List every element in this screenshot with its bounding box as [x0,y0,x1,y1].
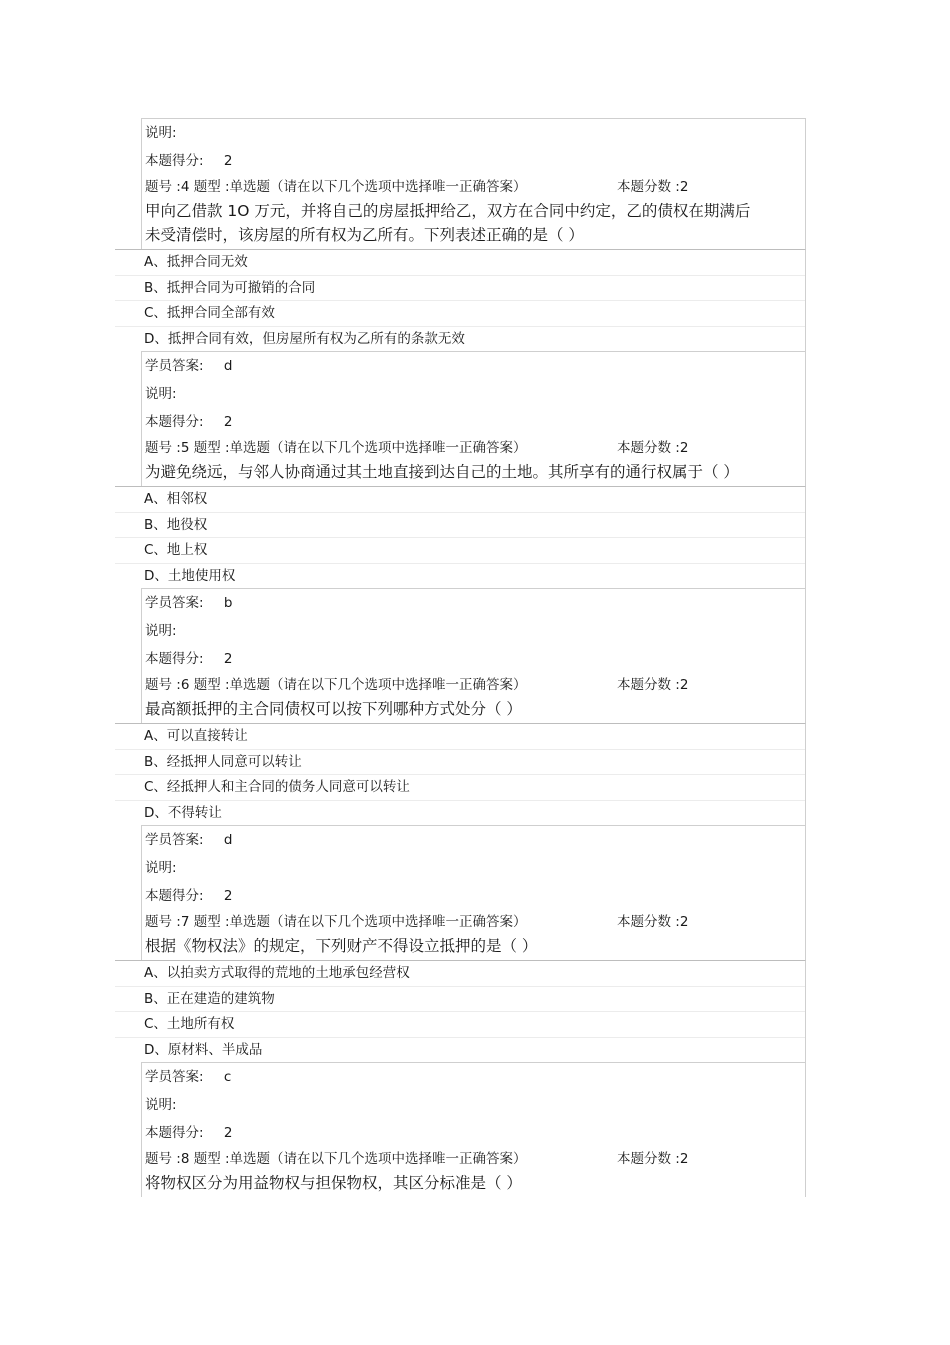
answer-value: c [223,1069,232,1085]
question-points: 本题分数 :2 [617,440,689,456]
question-4-header [142,175,805,199]
question-points: 本题分数 :2 [617,179,689,195]
option-c[interactable]: C、经抵押人和主合同的债务人同意可以转让 [115,775,805,801]
question-type: 题号 :5 题型 :单选题（请在以下几个选项中选择唯一正确答案） [145,440,527,456]
score-value: 2 [223,888,233,904]
score-value: 2 [223,1125,233,1141]
answer-row [142,352,805,380]
question-4-stem: 甲向乙借款 1O 万元，并将自己的房屋抵押给乙，双方在合同中约定，乙的债权在期满后未受清偿时，该房屋的所有权为乙所有。下列表述正确的是（ ） [145,202,751,244]
score-row [142,645,805,673]
explain-row [142,380,805,408]
question-5-result [141,588,806,723]
question-points: 本题分数 :2 [617,1151,689,1167]
score-row [142,882,805,910]
option-c[interactable]: C、地上权 [115,538,805,564]
answer-row [142,1063,805,1091]
question-6-result [141,825,806,960]
exam-page [0,118,950,1197]
option-a[interactable]: A、可以直接转让 [115,724,805,750]
score-value: 2 [223,651,233,667]
explain-label: 说明: [145,860,177,876]
score-label: 本题得分: [145,414,204,430]
explain-row [142,119,805,147]
answer-label: 学员答案: [145,358,204,374]
option-d[interactable]: D、不得转让 [144,804,222,821]
question-7-header [142,910,805,934]
score-label: 本题得分: [145,888,204,904]
answer-label: 学员答案: [145,595,204,611]
question-3-info [141,118,806,249]
question-5-options [115,486,806,588]
question-points: 本题分数 :2 [617,914,689,930]
question-6-stem: 最高额抵押的主合同债权可以按下列哪种方式处分（ ） [145,700,522,718]
explain-row [142,854,805,882]
explain-row [142,617,805,645]
answer-row [142,589,805,617]
question-type: 题号 :4 题型 :单选题（请在以下几个选项中选择唯一正确答案） [145,179,527,195]
score-label: 本题得分: [145,153,204,169]
option-a[interactable]: A、相邻权 [115,487,805,513]
question-type: 题号 :7 题型 :单选题（请在以下几个选项中选择唯一正确答案） [145,914,527,930]
score-label: 本题得分: [145,651,204,667]
question-4-options [115,249,806,351]
explain-label: 说明: [145,125,177,141]
answer-label: 学员答案: [145,832,204,848]
score-value: 2 [223,153,233,169]
explain-row [142,1091,805,1119]
option-a[interactable]: A、以拍卖方式取得的荒地的土地承包经营权 [115,961,805,987]
option-d[interactable]: D、原材料、半成品 [144,1041,263,1058]
question-7-options [115,960,806,1062]
question-6-options [115,723,806,825]
score-value: 2 [223,414,233,430]
explain-label: 说明: [145,623,177,639]
score-row [142,1119,805,1147]
answer-row [142,826,805,854]
answer-value: b [223,595,233,611]
option-c[interactable]: C、土地所有权 [115,1012,805,1038]
option-c[interactable]: C、抵押合同全部有效 [115,301,805,327]
question-type: 题号 :8 题型 :单选题（请在以下几个选项中选择唯一正确答案） [145,1151,527,1167]
option-b[interactable]: B、经抵押人同意可以转让 [115,750,805,776]
option-a[interactable]: A、抵押合同无效 [115,250,805,276]
question-5-stem: 为避免绕远，与邻人协商通过其土地直接到达自己的土地。其所享有的通行权属于（ ） [145,463,739,481]
score-row [142,147,805,175]
answer-value: d [223,832,233,848]
answer-value: d [223,358,233,374]
question-type: 题号 :6 题型 :单选题（请在以下几个选项中选择唯一正确答案） [145,677,527,693]
score-label: 本题得分: [145,1125,204,1141]
question-8-stem: 将物权区分为用益物权与担保物权，其区分标准是（ ） [145,1174,522,1192]
option-b[interactable]: B、正在建造的建筑物 [115,987,805,1013]
option-b[interactable]: B、抵押合同为可撤销的合同 [115,276,805,302]
question-8-header [142,1147,805,1171]
question-7-result [141,1062,806,1197]
question-5-header [142,436,805,460]
question-6-header [142,673,805,697]
score-row [142,408,805,436]
explain-label: 说明: [145,1097,177,1113]
option-b[interactable]: B、地役权 [115,513,805,539]
question-points: 本题分数 :2 [617,677,689,693]
answer-label: 学员答案: [145,1069,204,1085]
option-d[interactable]: D、土地使用权 [144,567,236,584]
option-d[interactable]: D、抵押合同有效，但房屋所有权为乙所有的条款无效 [144,330,465,347]
explain-label: 说明: [145,386,177,402]
question-4-result [141,351,806,486]
question-7-stem: 根据《物权法》的规定，下列财产不得设立抵押的是（ ） [145,937,538,955]
